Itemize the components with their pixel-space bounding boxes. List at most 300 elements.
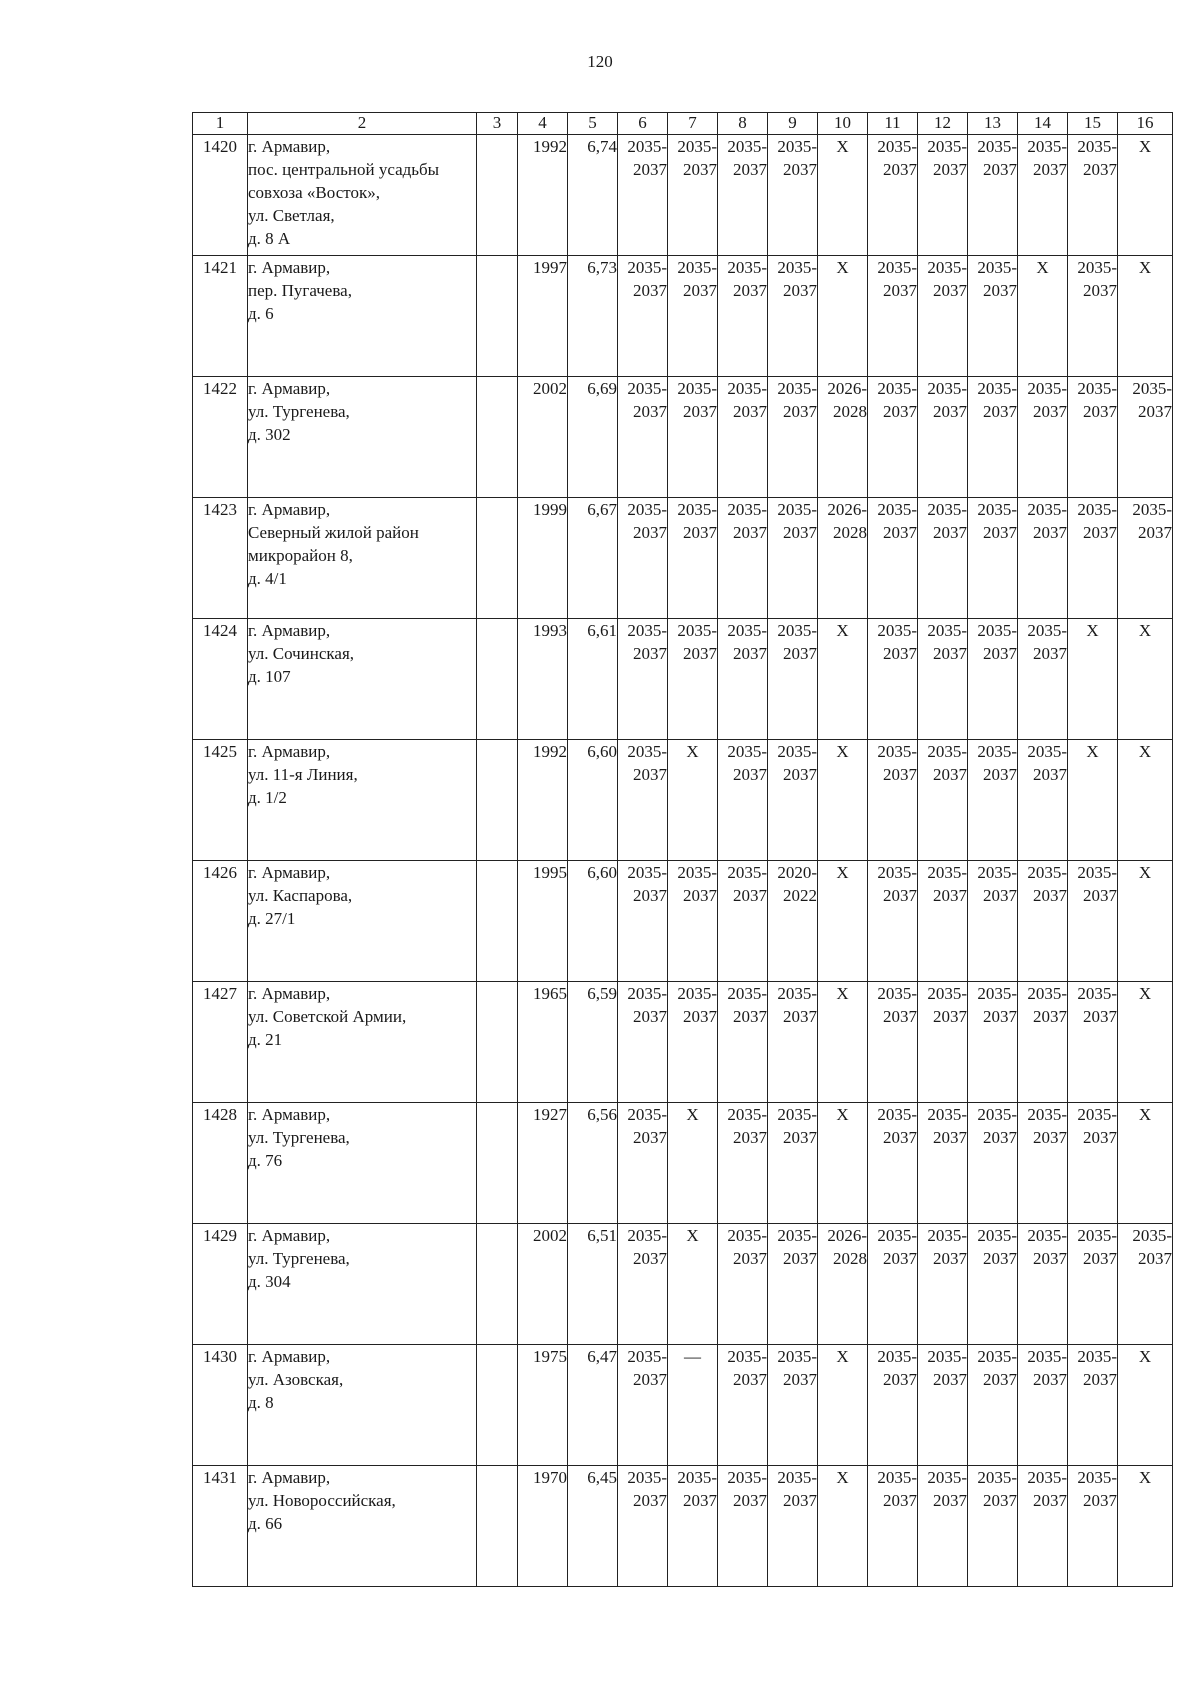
period-cell-text: 2037 [1033, 1370, 1067, 1389]
period-cell-col-11 [868, 740, 918, 861]
period-cell-text: 2035- [677, 621, 717, 640]
period-cell-text: 2035- [1027, 742, 1067, 761]
period-cell-text: 2035- [927, 258, 967, 277]
period-cell-col-16 [1118, 135, 1173, 256]
period-cell-text: 2037 [1083, 1128, 1117, 1147]
period-cell-text: 2037 [633, 402, 667, 421]
address-line: пер. Пугачева, [248, 281, 352, 300]
period-cell-text: 2037 [883, 1007, 917, 1026]
period-cell-col-14 [1018, 498, 1068, 619]
year-cell: 1970 [518, 1466, 568, 1587]
row-number: 1430 [193, 1345, 248, 1466]
period-cell-text: 2037 [633, 1249, 667, 1268]
period-cell-text: 2037 [1083, 886, 1117, 905]
table-row [193, 861, 1173, 982]
period-cell-col-12 [918, 135, 968, 256]
period-cell-col-16 [1118, 377, 1173, 498]
period-cell-text: X [1138, 863, 1152, 882]
period-cell-text: 2035- [727, 1347, 767, 1366]
year-cell: 2002 [518, 377, 568, 498]
period-cell-text: 2035- [977, 621, 1017, 640]
period-cell-text: 2037 [1033, 765, 1067, 784]
table-header [193, 113, 1173, 135]
address-line: ул. 11-я Линия, [248, 765, 358, 784]
period-cell-col-9 [768, 861, 818, 982]
address-cell [248, 861, 477, 982]
period-cell-text: 2037 [733, 1007, 767, 1026]
period-cell-col-6 [618, 377, 668, 498]
period-cell-text: 2035- [1027, 863, 1067, 882]
year-cell: 1995 [518, 861, 568, 982]
period-cell-text: 2037 [683, 1007, 717, 1026]
address-line: ул. Азовская, [248, 1370, 344, 1389]
period-cell-text: 2037 [933, 644, 967, 663]
table-row [193, 740, 1173, 861]
period-cell-text: 2037 [1083, 402, 1117, 421]
period-cell-col-15 [1068, 982, 1118, 1103]
table-row [193, 1345, 1173, 1466]
period-cell-col-11 [868, 256, 918, 377]
period-cell-col-8 [718, 1224, 768, 1345]
period-cell-col-14 [1018, 1345, 1068, 1466]
period-cell-text: 2037 [933, 160, 967, 179]
period-cell-text: X [686, 1226, 699, 1245]
value-cell: 6,60 [568, 740, 618, 861]
address-line: г. Армавир, [248, 500, 331, 519]
period-cell-text: 2035- [777, 1468, 817, 1487]
period-cell-text: 2037 [1083, 281, 1117, 300]
address-line: ул. Светлая, [248, 206, 335, 225]
column-3-cell [477, 619, 518, 740]
period-cell-col-11 [868, 861, 918, 982]
period-cell-text: 2037 [733, 1128, 767, 1147]
period-cell-text: 2035- [927, 621, 967, 640]
column-header-7: 7 [668, 113, 718, 135]
period-cell-text: 2037 [933, 1128, 967, 1147]
period-cell-col-10 [818, 740, 868, 861]
period-cell-text: 2035- [877, 742, 917, 761]
period-cell-text: 2035- [627, 258, 667, 277]
period-cell-col-15 [1068, 861, 1118, 982]
address-line: г. Армавир, [248, 1226, 331, 1245]
period-cell-text: 2037 [783, 281, 817, 300]
period-cell-text: 2037 [983, 1491, 1017, 1510]
period-cell-text: X [1036, 258, 1049, 277]
period-cell-text: 2035- [627, 742, 667, 761]
period-cell-col-11 [868, 619, 918, 740]
period-cell-text: 2035- [977, 1347, 1017, 1366]
period-cell-col-16 [1118, 982, 1173, 1103]
period-cell-text: 2037 [683, 886, 717, 905]
period-cell-text: 2037 [783, 644, 817, 663]
period-cell-col-15 [1068, 256, 1118, 377]
period-cell-text: X [836, 621, 849, 640]
period-cell-text: 2037 [733, 1249, 767, 1268]
period-cell-col-8 [718, 1466, 768, 1587]
period-cell-col-8 [718, 861, 768, 982]
column-header-16: 16 [1118, 113, 1173, 135]
period-cell-text: 2037 [633, 886, 667, 905]
period-cell-col-7 [668, 861, 718, 982]
period-cell-text: 2037 [633, 1007, 667, 1026]
period-cell-text: 2035- [977, 1105, 1017, 1124]
period-cell-text: 2035- [1027, 1468, 1067, 1487]
period-cell-text: 2037 [933, 765, 967, 784]
period-cell-col-9 [768, 498, 818, 619]
period-cell-text: 2035- [1027, 379, 1067, 398]
period-cell-text: 2037 [1138, 1249, 1172, 1268]
period-cell-text: 2035- [877, 137, 917, 156]
year-cell: 2002 [518, 1224, 568, 1345]
period-cell-text: 2037 [683, 644, 717, 663]
period-cell-text: 2035- [727, 621, 767, 640]
period-cell-text: 2035- [1132, 1226, 1172, 1245]
period-cell-text: 2035- [977, 1468, 1017, 1487]
period-cell-text: X [836, 1105, 849, 1124]
period-cell-text: 2037 [933, 281, 967, 300]
period-cell-text: 2035- [677, 984, 717, 1003]
value-cell: 6,47 [568, 1345, 618, 1466]
period-cell-col-12 [918, 377, 968, 498]
period-cell-text: X [1138, 1347, 1152, 1366]
period-cell-text: 2037 [1033, 160, 1067, 179]
period-cell-col-6 [618, 1103, 668, 1224]
period-cell-text: 2037 [683, 402, 717, 421]
table-row [193, 498, 1173, 619]
period-cell-col-9 [768, 1345, 818, 1466]
period-cell-text: 2035- [1077, 379, 1117, 398]
period-cell-text: 2035- [877, 379, 917, 398]
period-cell-text: 2035- [977, 984, 1017, 1003]
period-cell-col-7 [668, 1224, 718, 1345]
period-cell-col-6 [618, 740, 668, 861]
period-cell-text: 2037 [983, 281, 1017, 300]
period-cell-text: 2037 [1138, 523, 1172, 542]
table-row [193, 619, 1173, 740]
column-3-cell [477, 135, 518, 256]
period-cell-text: 2037 [983, 886, 1017, 905]
period-cell-col-16 [1118, 1466, 1173, 1587]
period-cell-col-9 [768, 740, 818, 861]
housing-table [192, 112, 1173, 1587]
period-cell-col-13 [968, 1466, 1018, 1587]
period-cell-text: X [836, 742, 849, 761]
period-cell-text: 2035- [777, 1226, 817, 1245]
address-cell [248, 135, 477, 256]
period-cell-text: 2035- [877, 500, 917, 519]
period-cell-text: X [1138, 1105, 1152, 1124]
table-row [193, 256, 1173, 377]
address-line: ул. Сочинская, [248, 644, 355, 663]
period-cell-col-14 [1018, 619, 1068, 740]
period-cell-text: 2037 [933, 523, 967, 542]
address-line: г. Армавир, [248, 379, 331, 398]
period-cell-col-10 [818, 1103, 868, 1224]
year-cell: 1993 [518, 619, 568, 740]
value-cell: 6,45 [568, 1466, 618, 1587]
period-cell-text: 2037 [883, 765, 917, 784]
period-cell-text: 2035- [727, 379, 767, 398]
period-cell-col-10 [818, 498, 868, 619]
period-cell-text: 2037 [1033, 523, 1067, 542]
period-cell-text: 2037 [1083, 1370, 1117, 1389]
period-cell-text: 2035- [1027, 621, 1067, 640]
period-cell-text: 2035- [1027, 1347, 1067, 1366]
period-cell-text: X [686, 1105, 699, 1124]
period-cell-text: 2037 [733, 523, 767, 542]
period-cell-col-8 [718, 135, 768, 256]
column-3-cell [477, 861, 518, 982]
period-cell-text: 2037 [733, 1491, 767, 1510]
period-cell-text: 2037 [933, 1370, 967, 1389]
table-row [193, 1224, 1173, 1345]
period-cell-col-8 [718, 498, 768, 619]
period-cell-text: 2037 [733, 160, 767, 179]
column-header-8: 8 [718, 113, 768, 135]
row-number: 1424 [193, 619, 248, 740]
period-cell-col-14 [1018, 256, 1068, 377]
period-cell-text: 2037 [633, 160, 667, 179]
period-cell-text: 2037 [883, 402, 917, 421]
address-line: пос. центральной усадьбы [248, 160, 440, 179]
period-cell-col-7 [668, 619, 718, 740]
period-cell-col-16 [1118, 1345, 1173, 1466]
period-cell-text: 2035- [627, 1468, 667, 1487]
period-cell-text: 2035- [627, 500, 667, 519]
period-cell-text: 2037 [783, 523, 817, 542]
address-cell [248, 498, 477, 619]
row-number: 1425 [193, 740, 248, 861]
period-cell-text: 2037 [883, 886, 917, 905]
period-cell-text: 2035- [1077, 500, 1117, 519]
table-body [193, 135, 1173, 1587]
period-cell-col-6 [618, 498, 668, 619]
column-header-3: 3 [477, 113, 518, 135]
value-cell: 6,74 [568, 135, 618, 256]
address-line: д. 27/1 [248, 909, 296, 928]
address-cell [248, 377, 477, 498]
period-cell-text: 2035- [1027, 1226, 1067, 1245]
period-cell-col-10 [818, 1224, 868, 1345]
period-cell-text: 2035- [677, 1468, 717, 1487]
period-cell-col-12 [918, 498, 968, 619]
period-cell-col-16 [1118, 1103, 1173, 1224]
period-cell-col-15 [1068, 1466, 1118, 1587]
row-number: 1422 [193, 377, 248, 498]
period-cell-col-11 [868, 498, 918, 619]
period-cell-text: 2035- [777, 137, 817, 156]
address-line: д. 76 [248, 1151, 283, 1170]
period-cell-text: X [836, 1468, 849, 1487]
period-cell-text: X [1138, 742, 1152, 761]
period-cell-text: 2035- [1132, 379, 1172, 398]
address-cell [248, 740, 477, 861]
period-cell-text: 2035- [777, 984, 817, 1003]
period-cell-col-8 [718, 740, 768, 861]
period-cell-col-10 [818, 1466, 868, 1587]
period-cell-col-9 [768, 982, 818, 1103]
period-cell-text: 2035- [627, 1105, 667, 1124]
period-cell-text: 2035- [727, 137, 767, 156]
period-cell-text: 2035- [727, 1226, 767, 1245]
period-cell-text: 2035- [727, 742, 767, 761]
period-cell-text: 2035- [727, 984, 767, 1003]
period-cell-col-16 [1118, 1224, 1173, 1345]
period-cell-text: X [836, 863, 849, 882]
period-cell-col-10 [818, 619, 868, 740]
period-cell-text: 2035- [927, 742, 967, 761]
period-cell-text: 2035- [977, 500, 1017, 519]
period-cell-col-10 [818, 135, 868, 256]
period-cell-col-11 [868, 1224, 918, 1345]
period-cell-text: 2037 [983, 1249, 1017, 1268]
period-cell-col-6 [618, 861, 668, 982]
period-cell-col-7 [668, 1466, 718, 1587]
period-cell-text: 2037 [883, 281, 917, 300]
period-cell-text: 2037 [883, 1370, 917, 1389]
period-cell-text: 2026- [827, 379, 867, 398]
column-3-cell [477, 982, 518, 1103]
period-cell-col-13 [968, 1345, 1018, 1466]
period-cell-text: 2037 [1033, 1128, 1067, 1147]
period-cell-col-11 [868, 377, 918, 498]
period-cell-col-13 [968, 1103, 1018, 1224]
period-cell-text: 2035- [927, 1105, 967, 1124]
period-cell-text: 2035- [777, 621, 817, 640]
period-cell-col-14 [1018, 377, 1068, 498]
column-3-cell [477, 1103, 518, 1224]
period-cell-text: 2035- [1027, 1105, 1067, 1124]
period-cell-text: 2037 [633, 1491, 667, 1510]
period-cell-text: 2037 [883, 523, 917, 542]
address-line: ул. Тургенева, [248, 402, 350, 421]
period-cell-text: 2035- [1077, 137, 1117, 156]
address-line: Северный жилой район [248, 523, 419, 542]
value-cell: 6,67 [568, 498, 618, 619]
value-cell: 6,69 [568, 377, 618, 498]
period-cell-text: 2037 [783, 160, 817, 179]
address-line: г. Армавир, [248, 1347, 331, 1366]
period-cell-text: 2037 [1033, 644, 1067, 663]
period-cell-col-10 [818, 1345, 868, 1466]
period-cell-text: 2037 [683, 281, 717, 300]
period-cell-col-10 [818, 861, 868, 982]
period-cell-text: 2037 [733, 281, 767, 300]
period-cell-text: 2037 [933, 1491, 967, 1510]
period-cell-col-7 [668, 740, 718, 861]
period-cell-text: 2037 [633, 1370, 667, 1389]
table-row [193, 982, 1173, 1103]
period-cell-text: X [1138, 258, 1152, 277]
address-cell [248, 1466, 477, 1587]
period-cell-text: 2037 [1083, 1007, 1117, 1026]
period-cell-text: 2035- [877, 1226, 917, 1245]
period-cell-text: 2035- [627, 379, 667, 398]
period-cell-text: 2037 [733, 765, 767, 784]
period-cell-text: 2037 [1083, 160, 1117, 179]
period-cell-text: 2037 [983, 1007, 1017, 1026]
period-cell-text: 2037 [783, 1249, 817, 1268]
period-cell-col-13 [968, 740, 1018, 861]
column-3-cell [477, 1466, 518, 1587]
period-cell-col-7 [668, 377, 718, 498]
address-line: д. 6 [248, 304, 274, 323]
period-cell-text: 2035- [927, 1468, 967, 1487]
year-cell: 1992 [518, 740, 568, 861]
period-cell-col-15 [1068, 740, 1118, 861]
period-cell-text: 2035- [627, 137, 667, 156]
address-cell [248, 1224, 477, 1345]
period-cell-text: 2035- [777, 258, 817, 277]
period-cell-text: 2028 [833, 1249, 867, 1268]
period-cell-text: 2022 [783, 886, 817, 905]
address-line: д. 304 [248, 1272, 291, 1291]
value-cell: 6,61 [568, 619, 618, 740]
period-cell-col-13 [968, 619, 1018, 740]
period-cell-text: 2037 [733, 402, 767, 421]
period-cell-text: X [1086, 621, 1099, 640]
address-line: г. Армавир, [248, 258, 331, 277]
table-row [193, 377, 1173, 498]
column-header-15: 15 [1068, 113, 1118, 135]
address-line: д. 302 [248, 425, 291, 444]
column-3-cell [477, 377, 518, 498]
period-cell-text: 2035- [977, 863, 1017, 882]
period-cell-text: 2037 [783, 1370, 817, 1389]
period-cell-text: 2035- [877, 258, 917, 277]
period-cell-text: 2035- [1077, 1347, 1117, 1366]
period-cell-text: X [1138, 621, 1152, 640]
period-cell-col-15 [1068, 377, 1118, 498]
period-cell-text: 2035- [777, 742, 817, 761]
period-cell-col-11 [868, 1103, 918, 1224]
period-cell-text: 2035- [727, 500, 767, 519]
period-cell-text: 2037 [933, 1007, 967, 1026]
address-line: ул. Каспарова, [248, 886, 353, 905]
address-cell [248, 1345, 477, 1466]
address-line: д. 21 [248, 1030, 283, 1049]
period-cell-text: 2037 [883, 1128, 917, 1147]
header-row [193, 113, 1173, 135]
period-cell-col-12 [918, 1224, 968, 1345]
period-cell-text: 2035- [1077, 258, 1117, 277]
column-header-9: 9 [768, 113, 818, 135]
period-cell-text: 2035- [1027, 500, 1067, 519]
period-cell-col-16 [1118, 619, 1173, 740]
period-cell-text: 2035- [677, 258, 717, 277]
address-line: г. Армавир, [248, 1468, 331, 1487]
period-cell-col-13 [968, 377, 1018, 498]
period-cell-text: 2035- [727, 1468, 767, 1487]
period-cell-text: 2035- [927, 137, 967, 156]
period-cell-text: 2035- [927, 863, 967, 882]
period-cell-col-9 [768, 377, 818, 498]
period-cell-text: 2037 [733, 644, 767, 663]
period-cell-col-12 [918, 740, 968, 861]
period-cell-col-12 [918, 861, 968, 982]
address-line: д. 66 [248, 1514, 283, 1533]
period-cell-text: 2035- [1077, 984, 1117, 1003]
period-cell-text: 2037 [933, 402, 967, 421]
column-3-cell [477, 1345, 518, 1466]
period-cell-col-10 [818, 256, 868, 377]
period-cell-text: 2035- [627, 984, 667, 1003]
period-cell-text: 2035- [677, 863, 717, 882]
period-cell-text: X [1086, 742, 1099, 761]
period-cell-col-7 [668, 982, 718, 1103]
period-cell-text: 2037 [1033, 1007, 1067, 1026]
value-cell: 6,56 [568, 1103, 618, 1224]
